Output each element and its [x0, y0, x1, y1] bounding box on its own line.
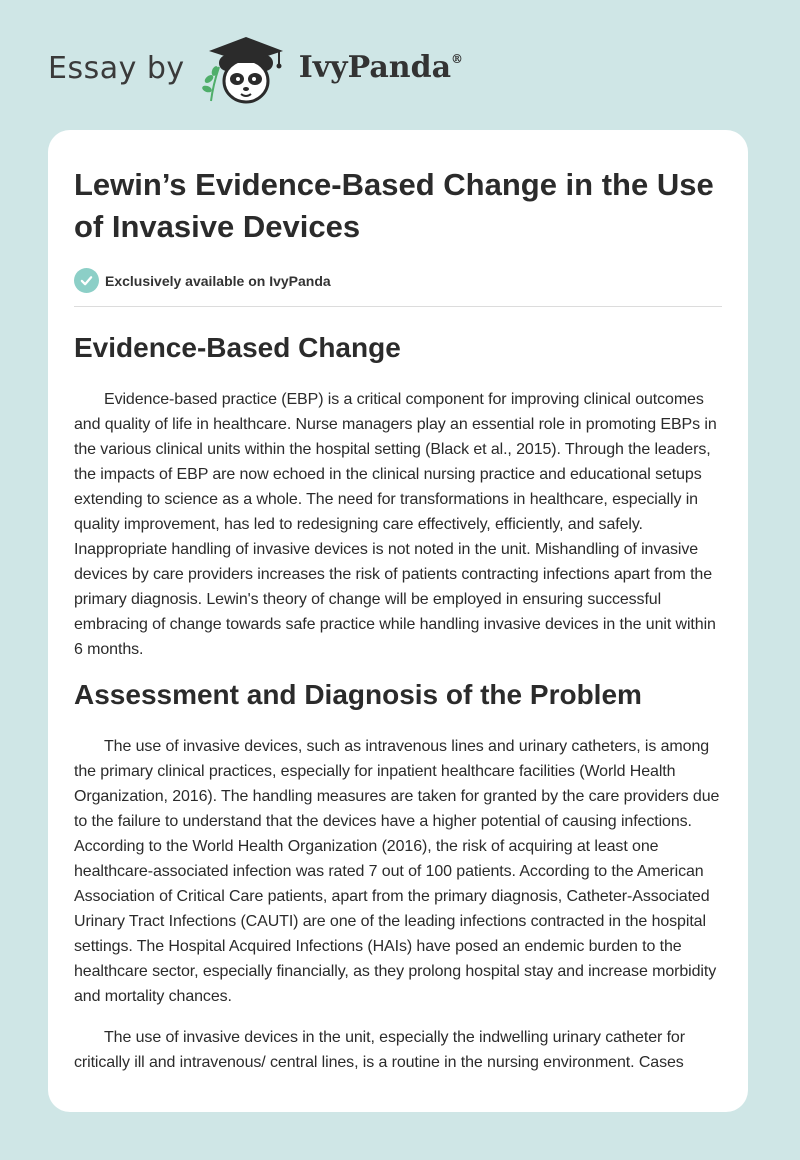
- check-icon: [74, 268, 99, 293]
- brand-name[interactable]: [299, 50, 463, 85]
- section-evidence-based-change: [74, 329, 722, 662]
- brand-name-text: IvyPanda: [298, 49, 452, 85]
- panda-graduation-cap-icon[interactable]: [199, 33, 291, 107]
- article-card: [48, 130, 748, 1112]
- paragraph: The use of invasive devices, such as intravenous lines and urinary catheters, is among the primary clinical practices, especially for inpatient healthcare facilities (World Health Organization, 2016). The handling measures are taken for granted by the care providers due to the failure to understand that the devices have a higher potential of causing infections. According to the World Health Organization (2016), the risk of acquiring at least one healthcare-associated infection was rated 7 out of 100 patients. According to the American Association of Critical Care patients, apart from the primary diagnosis, Catheter-Associated Urinary Tract Infections (CAUTI) are one of the leading infections contracted in the hospital settings. The Hospital Acquired Infections (HAIs) have posed an endemic burden to the healthcare sector, especially financially, as they prolong hospital stay and increase morbidity and mortality chances.: [74, 738, 720, 1005]
- paragraph: Evidence-based practice (EBP) is a critical component for improving clinical outcomes and quality of life in healthcare. Nurse managers play an essential role in promoting EBPs in the various clinical units within the hospital setting (Black et al., 2015). Through the leaders, the impacts of EBP are now echoed in the clinical nursing practice and educational setups extending to science as a whole. The need for transformations in healthcare, especially in quality improvement, has led to redesigning care effectively, efficiently, and safely. Inappropriate handling of invasive devices is not noted in the unit. Mishandling of invasive devices by care providers increases the risk of patients contracting infections apart from the primary diagnosis. Lewin's theory of change will be employed in ensuring successful embracing of change towards safe practice while handling invasive devices in the unit within 6 months.: [74, 391, 717, 658]
- divider: [74, 306, 722, 307]
- section-assessment-and-diagnosis: [74, 676, 722, 1075]
- exclusive-badge: [74, 268, 722, 293]
- site-header: [48, 34, 463, 106]
- essay-by-label: Essay by: [48, 50, 185, 86]
- registered-mark: ®: [451, 51, 464, 66]
- section-heading: Assessment and Diagnosis of the Problem: [74, 679, 642, 710]
- article-title: Lewin’s Evidence-Based Change in the Use of Invasive Devices: [74, 167, 714, 244]
- paragraph: The use of invasive devices in the unit, especially the indwelling urinary catheter for critically ill and intravenous/ central lines, is a routine in the nursing environment. Cases: [74, 1029, 685, 1071]
- exclusive-badge-text: Exclusively available on IvyPanda: [105, 272, 331, 289]
- section-heading: Evidence-Based Change: [74, 332, 401, 363]
